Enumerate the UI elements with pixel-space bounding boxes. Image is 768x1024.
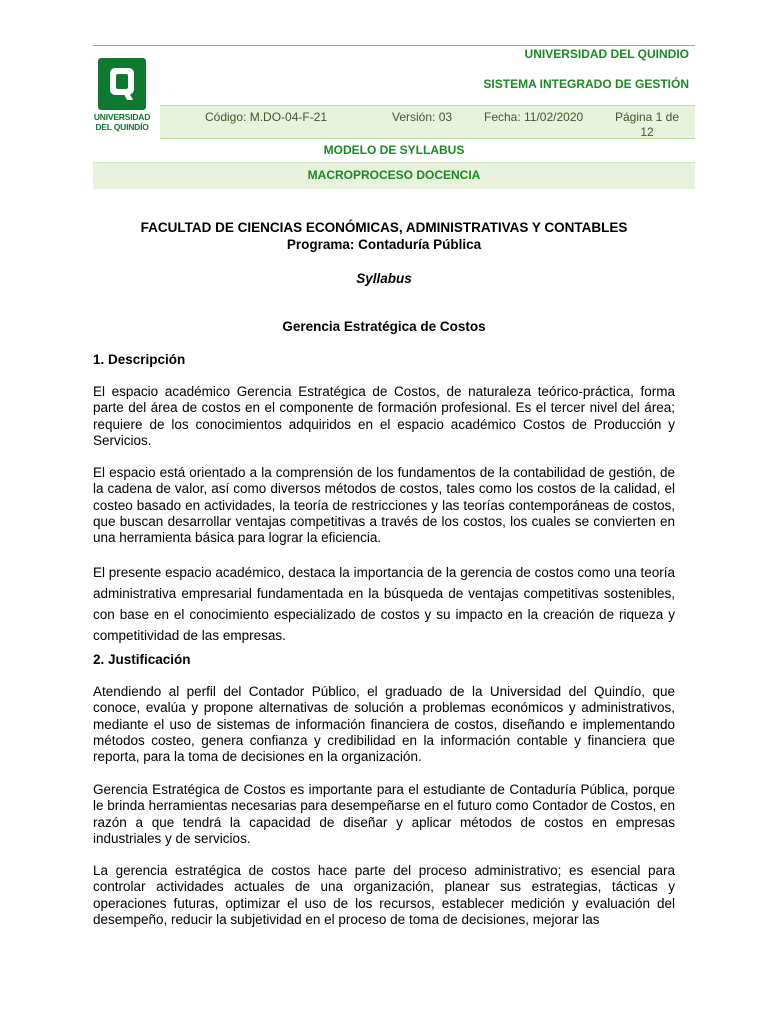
model-title: MODELO DE SYLLABUS (93, 138, 695, 163)
header-top-rule (93, 45, 695, 46)
description-paragraph-1: El espacio académico Gerencia Estratégica de Costos, de naturaleza teórico-práctica, forma parte del área de costos en el componente de formación profesional. Es el tercer nivel del área; requiere de los conocimientos adquiridos en el espacio académico Costos de Producción y Servicios. (93, 384, 675, 448)
page-number-line2: 12 (640, 125, 654, 139)
justification-paragraph-2: Gerencia Estratégica de Costos es importante para el estudiante de Contaduría Pública, porque le brinda herramientas necesarias para desempeñarse en el futuro como Contador de Costos, en razón a que tendrá la capacidad de diseñar y aplicar métodos de costos en empresas industriales y de servicios. (93, 782, 675, 846)
logo-wordmark (90, 112, 154, 132)
university-logo (90, 58, 154, 138)
description-paragraph-3: El presente espacio académico, destaca la importancia de la gerencia de costos como una teoría administrativa empresarial fundamentada en la búsqueda de ventajas competitivas sostenibles, con base en el conocimiento especializado de costos y su impacto en la creación de riqueza y competitividad de las empresas. (93, 565, 675, 643)
description-heading: 1. Descripción (93, 352, 186, 367)
macroprocess-title: MACROPROCESO DOCENCIA (93, 163, 695, 189)
document-code-band (160, 105, 695, 139)
logo-text-line1: UNIVERSIDAD (93, 112, 151, 122)
system-name: SISTEMA INTEGRADO DE GESTIÓN (483, 77, 689, 91)
program-title: Programa: Contaduría Pública (286, 237, 482, 252)
justification-paragraph-3: La gerencia estratégica de costos hace parte del proceso administrativo; es esencial para controlar actividades actuales de una organización, planear sus estrategias, tácticas y operaciones futuras, optimizar el uso de los recursos, establecer medición y evaluación del desempeño, reducir la subjetividad en el proceso de toma de decisiones, mejorar las (93, 863, 675, 927)
document-code: Código: M.DO-04-F-21 (205, 110, 328, 124)
logo-emblem-icon (98, 58, 146, 110)
logo-text-line2: DEL QUINDÍO (95, 122, 149, 132)
faculty-title: FACULTAD DE CIENCIAS ECONÓMICAS, ADMINISTRATIVAS Y CONTABLES (140, 220, 628, 235)
page-number (606, 110, 688, 140)
syllabus-title: Syllabus (356, 271, 412, 286)
document-version: Versión: 03 (392, 110, 453, 124)
course-title: Gerencia Estratégica de Costos (282, 319, 486, 334)
page-number-line1: Página 1 de (614, 110, 680, 124)
justification-heading: 2. Justificación (93, 652, 191, 667)
justification-paragraph-1: Atendiendo al perfil del Contador Público, el graduado de la Universidad del Quindío, que conoce, evalúa y propone alternativas de solución a problemas económicos y administrativos, mediante el uso de sistemas de información financiera de costos, diseñando e implementando métodos costeo, genera confianza y credibilidad en la información contable y financiera que reporta, para la toma de decisiones en la organización. (93, 684, 675, 765)
document-date: Fecha: 11/02/2020 (484, 110, 584, 124)
description-paragraph-2: El espacio está orientado a la comprensión de los fundamentos de la contabilidad de gestión, de la cadena de valor, así como diversos métodos de costos, tales como los costos de la calidad, el costeo basado en actividades, la teoría de restricciones y las teorías contemporáneas de costos, que buscan desarrollar ventajas competitivas a través de los costos, los cuales se convierten en una herramienta básica para lograr la eficiencia. (93, 465, 675, 546)
university-name: UNIVERSIDAD DEL QUINDIO (524, 47, 689, 61)
